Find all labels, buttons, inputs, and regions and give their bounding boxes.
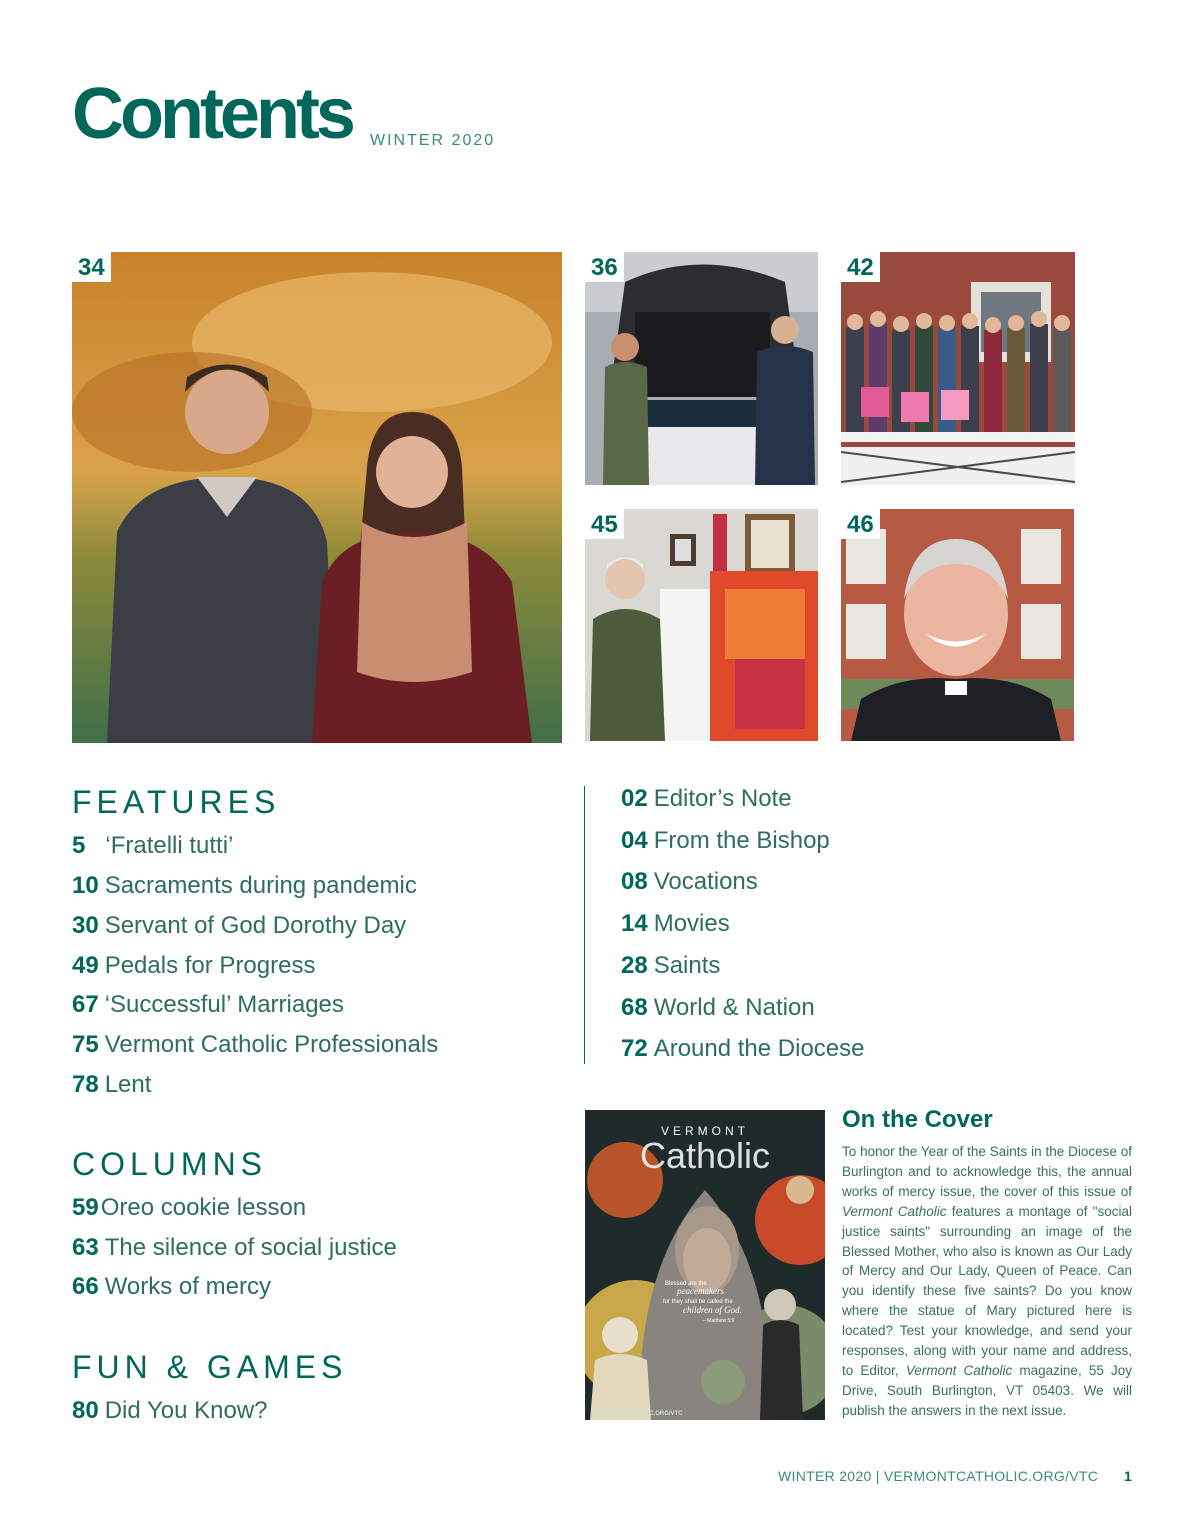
photo-45[interactable] xyxy=(585,509,818,741)
page-title: Contents xyxy=(72,74,352,154)
page-footer: WINTER 2020 | VERMONTCATHOLIC.ORG/VTC xyxy=(778,1468,1099,1484)
list-item[interactable]: 5 ‘Fratelli tutti’ xyxy=(72,832,234,859)
cover-quote-1: Blessed are the xyxy=(665,1281,707,1287)
cover-quote-2: peacemakers xyxy=(677,1286,724,1296)
cover-quote-ref: – Matthew 5:9 xyxy=(703,1318,735,1324)
list-item[interactable]: 14 Movies xyxy=(621,910,730,937)
column-divider xyxy=(584,786,585,1064)
cover-quote-3: for they shall be called the xyxy=(663,1299,733,1305)
list-item[interactable]: 67 ‘Successful’ Marriages xyxy=(72,991,344,1018)
list-item[interactable]: 02 Editor’s Note xyxy=(621,785,792,812)
photo-46[interactable] xyxy=(841,509,1074,741)
cover-heading: On the Cover xyxy=(842,1106,993,1133)
list-item[interactable]: 78 Lent xyxy=(72,1071,152,1098)
photo-36[interactable] xyxy=(585,252,818,485)
porch-group-image xyxy=(841,252,1075,485)
car-image xyxy=(585,252,818,485)
section-heading-fun-games: FUN & GAMES xyxy=(72,1349,348,1385)
list-item[interactable]: 63 The silence of social justice xyxy=(72,1234,397,1261)
cover-description: To honor the Year of the Saints in the Diocese of Burlington and to acknowledge this, the annual works of mercy issue, the cover of this issue of Vermont Catholic features a montage of "social justice saints" surrounding an image of the Blessed Mother, who also is known as Our Lady of Mercy and Our Lady, Queen of Peace. Can you identify these five saints? Do you know where the statue of Mary pictured here is located? Test your knowledge, and send your responses, along with your name and address, to Editor, Vermont Catholic magazine, 55 Joy Drive, South Burlington, VT 05403. We will publish the answers in the next issue. xyxy=(842,1144,1132,1418)
list-item[interactable]: 68 World & Nation xyxy=(621,994,815,1021)
list-item[interactable]: 30 Servant of God Dorothy Day xyxy=(72,912,407,939)
list-item[interactable]: 66 Works of mercy xyxy=(72,1273,271,1300)
list-item[interactable]: 80 Did You Know? xyxy=(72,1397,268,1424)
photo-42[interactable] xyxy=(841,252,1075,485)
cover-masthead: Catholic xyxy=(639,1135,771,1176)
issue-label: WINTER 2020 xyxy=(370,132,496,149)
cover-quote-4: children of God. xyxy=(683,1305,742,1315)
list-item[interactable]: 72 Around the Diocese xyxy=(621,1035,865,1062)
list-item[interactable]: 75 Vermont Catholic Professionals xyxy=(72,1031,439,1058)
photo-34[interactable] xyxy=(72,252,562,743)
couple-image xyxy=(72,252,562,743)
page-number: 1 xyxy=(1124,1468,1132,1484)
page-badge: 42 xyxy=(841,252,880,282)
page-badge: 34 xyxy=(72,252,111,282)
priest-image xyxy=(841,509,1074,741)
magazine-cover[interactable] xyxy=(585,1110,825,1420)
list-item[interactable]: 04 From the Bishop xyxy=(621,827,830,854)
list-item[interactable]: 28 Saints xyxy=(621,952,721,979)
list-item[interactable]: 49 Pedals for Progress xyxy=(72,952,316,979)
section-heading-features: FEATURES xyxy=(72,784,281,820)
list-item[interactable]: 08 Vocations xyxy=(621,868,758,895)
section-heading-columns: COLUMNS xyxy=(72,1146,268,1182)
quilt-image xyxy=(585,509,818,741)
list-item[interactable]: 59Oreo cookie lesson xyxy=(72,1194,307,1221)
cover-masthead-top: VERMONT xyxy=(661,1124,749,1138)
cover-url: VERMONTCATHOLIC.ORG/VTC xyxy=(593,1411,683,1417)
list-item[interactable]: 10 Sacraments during pandemic xyxy=(72,872,417,899)
cover-image xyxy=(585,1110,825,1420)
page-badge: 36 xyxy=(585,252,624,282)
page-badge: 46 xyxy=(841,509,880,539)
page-badge: 45 xyxy=(585,509,624,539)
